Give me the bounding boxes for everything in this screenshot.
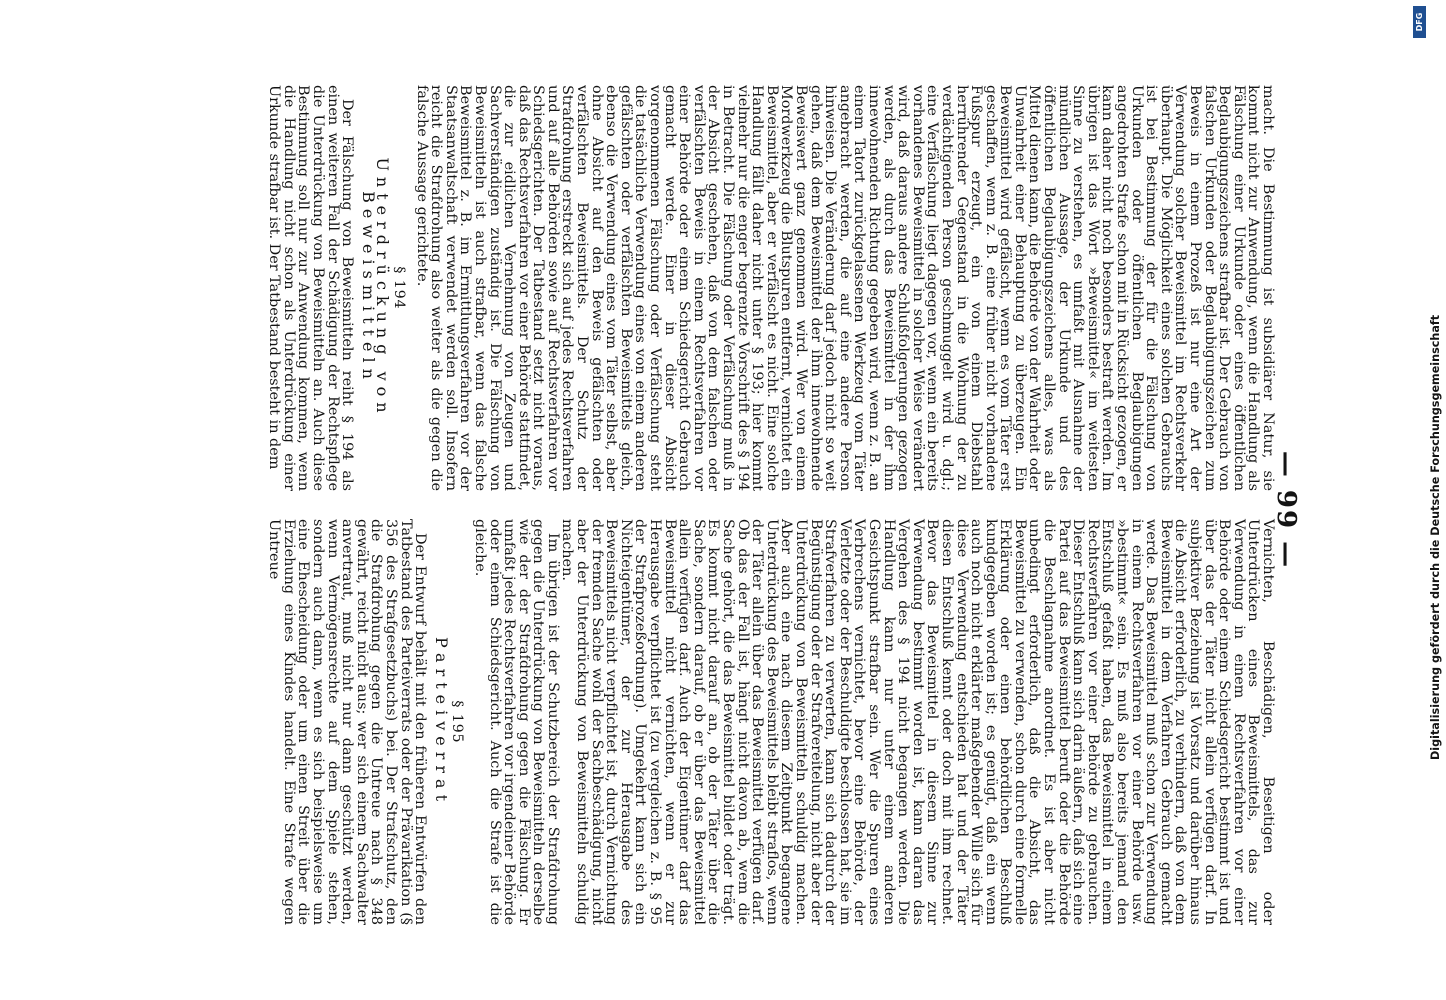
section-title-195: Parteiverrat: [431, 636, 451, 808]
section-title-194: Unterdrückung von Beweismitteln: [358, 157, 393, 419]
section-number-195: § 195: [449, 700, 466, 744]
section-number-194: § 194: [390, 266, 407, 310]
digitization-notice-strip: [1400, 0, 1442, 1000]
paragraph-194-commentary: Vernichten, Beschädigen, Beseitigen oder Unterdrücken eines Beweismittels, das zur Verwendung in einem Rechtsverfahren vor einer Behörde oder einem Schiedsgericht bestimmt ist und über das der Täter nicht allein verfügen darf. In subjektiver Beziehung ist Vorsatz und darüber hinaus die Absicht erforderlich, zu verhindern, daß von dem Beweismittel in dem Verfahren Gebrauch gemacht werde. Das Beweismittel muß schon zur Verwendung in einem Rechtsverfahren vor einer Behörde usw. »bestimmt« sein. Es muß also bereits jemand den Entschluß gefaßt haben, das Beweismittel in einem Rechtsverfahren vor einer Behörde zu gebrauchen. Dieser Entschluß kann sich darin äußern, daß sich eine Partei auf das Beweismittel beruft oder die Behörde die Beschlagnahme anordnet. Es ist aber nicht unbedingt erforderlich, daß die Absicht, das Beweismittel zu verwenden, schon durch eine formelle Erklärung oder einen behördlichen Beschluß kundgegeben worden ist; es genügt, daß ein wenn auch noch nicht erklärter maßgebender Wille sich für diese Verwendung entschieden hat und der Täter diesen Entschluß kennt oder doch mit ihm rechnet. Bevor das Beweismittel in diesem Sinne zur Verwendung bestimmt worden ist, kann daran das Vergehen des § 194 nicht begangen werden. Die Handlung kann nur unter einem anderen Gesichtspunkt strafbar sein. Wer die Spuren eines Verbrechens vernichtet, bevor eine Behörde, der Verletzte oder der Beschuldigte beschlossen hat, sie im Strafverfahren zu verwerten, kann sich dadurch der Begünstigung oder der Strafvereitelung, nicht aber der Unterdrückung von Beweismitteln schuldig machen. Aber auch eine nach diesem Zeitpunkt begangene Unterdrückung des Beweismittels bleibt straflos, wenn der Täter allein über das Beweismittel verfügen darf. Ob das der Fall ist, hängt nicht davon ab, wem die Sache gehört, die das Beweismittel bildet oder trägt. Es kommt nicht darauf an, ob der Täter über die Sache, sondern darauf, ob er über das Beweismittel allein verfügen darf. Auch der Eigentümer darf das Beweismittel nicht vernichten, wenn er zur Herausgabe verpflichtet ist (zu vergleichen z. B. § 95 der Strafprozeßordnung). Umgekehrt kann sich ein Nichteigentümer, der zur Herausgabe des Beweismittels nicht verpflichtet ist, durch Vernichtung der fremden Sache wohl der Sachbeschädigung, nicht aber der Unterdrückung von Beweismitteln schuldig machen.: [559, 519, 1276, 925]
dfg-logo-icon: [1413, 6, 1426, 38]
paragraph-193-commentary: macht. Die Bestimmung ist subsidiärer Natur, sie kommt nicht zur Anwendung, wenn die Handlung als Fälschung einer Urkunde oder eines öffentlichen Beglaubigungszeichens strafbar ist. Der Gebrauch von falschen Urkunden oder Beglaubigungszeichen zum Beweis in einem Prozeß ist nur eine Art der Verwendung solcher Beweismittel im Rechtsverkehr überhaupt. Die Möglichkeit eines solchen Gebrauchs ist bei Bestimmung der für die Fälschung von Urkunden oder öffentlichen Beglaubigungen angedrohten Strafe schon mit in Rücksicht gezogen, er kann daher nicht noch besonders bestraft werden. Im übrigen ist das Wort »Beweismittel« im weitesten Sinne zu verstehen, es umfaßt mit Ausnahme der mündlichen Aussage, der Urkunde und des öffentlichen Beglaubigungszeichens alles, was als Mittel dienen kann, die Behörde von der Wahrheit oder Unwahrheit einer Behauptung zu überzeugen. Ein Beweismittel wird gefälscht, wenn es vom Täter erst geschaffen, wenn z. B. eine früher nicht vorhandene Fußspur erzeugt, ein von einem Diebstahl herrührender Gegenstand in die Wohnung der zu verdächtigenden Person geschmuggelt wird u. dgl.; eine Verfälschung liegt dagegen vor, wenn ein bereits vorhandenes Beweismittel in solcher Weise verändert wird, daß daraus andere Schlußfolgerungen gezogen werden, als durch das Beweismittel in der ihm innewohnenden Richtung gegeben wird, wenn z. B. an einem Tatort zurückgelassenen Werkzeug vom Täter angebracht werden, die auf eine andere Person hinweisen. Die Veränderung darf jedoch nicht so weit gehen, daß dem Beweismittel der ihm innewohnende Beweiswert ganz genommen wird. Wer von einem Mordwerkzeug die Blutspuren entfernt, vernichtet ein Beweismittel, aber er verfälscht es nicht. Eine solche Handlung fällt daher nicht unter § 193; hier kommt vielmehr nur die enger begrenzte Vorschrift des § 194 in Betracht. Die Fälschung oder Verfälschung muß in der Absicht geschehen, daß von dem falschen oder verfälschten Beweis in einem Rechtsverfahren vor einer Behörde oder einem Schiedsgericht Gebrauch gemacht werde. Einer in dieser Absicht vorgenommenen Fälschung oder Verfälschung steht die tatsächliche Verwendung eines von einem anderen gefälschten oder verfälschten Beweismittels gleich, ebenso die Verwendung eines vom Täter selbst, aber ohne Absicht auf den Beweis gefälschten oder verfälschten Beweismittels. Der Schutz der Strafdrohung erstreckt sich auf jedes Rechtsverfahren und auf alle Behörden sowie auf Rechtsverfahren vor Schiedsgerichten. Der Tatbestand setzt nicht voraus, daß das Rechtsverfahren vor einer Behörde stattfindet, die zur eidlichen Vernehmung von Zeugen und Sachverständigen zuständig ist. Die Fälschung von Beweismitteln ist auch strafbar, wenn das falsche Beweismittel z. B. im Ermittlungsverfahren vor der Staatsanwaltschaft verwendet werden soll. Insofern reicht die Strafdrohung also weiter als die gegen die falsche Aussage gerichtete.: [413, 85, 1276, 491]
scanned-page: [145, 85, 1305, 935]
page-number: — 99 —: [1271, 450, 1301, 570]
left-column: [267, 85, 1275, 491]
paragraph-194-intro: Der Fälschung von Beweismitteln reiht § 194 als einen weiteren Fall der Schädigung der Rechtspflege die Unterdrückung von Beweismitteln an. Auch diese Bestimmung soll nur zur Anwendung kommen, wenn die Handlung nicht schon als Unterdrückung einer Urkunde strafbar ist. Der Tatbestand besteht in dem: [266, 85, 356, 491]
right-column: [267, 519, 1275, 925]
paragraph-194-scope: Im übrigen ist der Schutzbereich der Strafdrohung gegen die Unterdrückung von Beweismitteln derselbe wie der der Strafdrohung gegen die Fälschung. Er umfaßt jedes Rechtsverfahren vor irgendeiner Behörde oder einem Schiedsgericht. Auch die Strafe ist die gleiche.: [471, 519, 561, 925]
digitization-notice: Digitalisierung gefördert durch die Deutsche Forschungsgemeinschaft: [1429, 314, 1442, 760]
paragraph-195-intro: Der Entwurf behält mit den früheren Entwürfen den Tatbestand des Parteiverrats oder der Prävarikation (§ 356 des Strafgesetzbuchs) bei. Der Strafschutz, den die Strafdrohung gegen die Untreue nach § 348 gewährt, reicht nicht aus; wer sich einem Sachwalter anvertraut, muß nicht nur dann geschützt werden, wenn Vermögensrechte auf dem Spiele stehen, sondern auch dann, wenn es sich beispielsweise um eine Ehescheidung oder um einen Streit über die Erziehung eines Kindes handelt. Eine Strafe wegen Untreue: [266, 519, 429, 925]
dfg-logo-text: DFG: [1415, 12, 1424, 32]
